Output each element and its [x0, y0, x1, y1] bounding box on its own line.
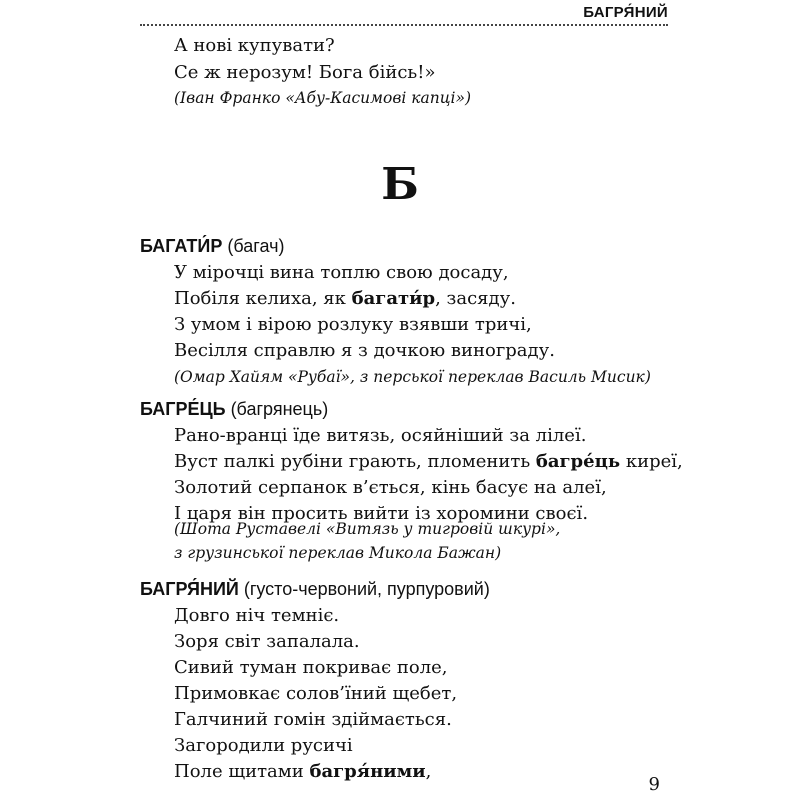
entry-heading: [140, 397, 328, 421]
line-text: ,: [425, 761, 432, 782]
line-text: Поле щитами: [174, 761, 310, 782]
entry-gloss: (густо-червоний, пурпуровий): [238, 579, 490, 599]
line-text: Сивий туман покриває поле,: [174, 657, 448, 678]
example-citation: (Омар Хайям «Рубаї», з перської переклав Василь Мисик): [174, 368, 651, 386]
example-line: [174, 656, 448, 680]
example-line: [174, 313, 532, 337]
line-text: Зоря світ запалала.: [174, 631, 360, 652]
example-line: [174, 604, 339, 628]
example-line: [174, 760, 431, 784]
example-line: [174, 682, 457, 706]
entry-gloss: (багач): [222, 236, 285, 256]
example-line: [174, 450, 683, 474]
example-line: [174, 424, 586, 448]
entry-headword: БАГРЕ́ЦЬ: [140, 399, 226, 419]
line-text: З умом і вірою розлуку взявши тричі,: [174, 314, 532, 335]
quote-citation: (Іван Франко «Абу-Касимові капці»): [174, 89, 472, 107]
page-number: 9: [648, 774, 660, 795]
entry-heading: [140, 577, 490, 601]
line-text: Весілля справлю я з дочкою винограду.: [174, 340, 555, 361]
line-text: У мірочці вина топлю свою досаду,: [174, 262, 509, 283]
quote-line: Се ж нерозум! Бога бійсь!»: [174, 62, 436, 83]
line-text: , засяду.: [435, 288, 516, 309]
example-line: [174, 339, 555, 363]
line-text: Галчиний гомін здіймається.: [174, 709, 452, 730]
example-line: [174, 261, 509, 285]
example-line: [174, 630, 360, 654]
line-text: Вуст палкі рубіни грають, пломенить: [174, 451, 536, 472]
highlighted-word: багря́ними: [309, 761, 426, 782]
quote-line: А нові купувати?: [174, 35, 335, 56]
section-letter: Б: [381, 159, 419, 210]
line-text: Золотий серпанок в’ється, кінь басує на алеї,: [174, 477, 607, 498]
example-line: [174, 734, 353, 758]
entry-heading: [140, 234, 284, 258]
example-line: [174, 287, 516, 311]
highlighted-word: багре́ць: [535, 451, 621, 472]
highlighted-word: багати́р: [351, 288, 436, 309]
line-text: І царя він просить вийти із хоромини своєї.: [174, 503, 589, 524]
example-line: [174, 708, 452, 732]
entry-headword: БАГРЯ́НИЙ: [140, 579, 239, 599]
entry-gloss: (багрянець): [225, 399, 329, 419]
line-text: Довго ніч темніє.: [174, 605, 340, 626]
example-citation: з грузинської переклав Микола Бажан): [174, 544, 502, 562]
example-citation: (Шота Руставелі «Витязь у тигровій шкурі»,: [174, 520, 561, 538]
line-text: киреї,: [620, 451, 683, 472]
line-text: Примовкає солов’їний щебет,: [174, 683, 458, 704]
line-text: Загородили русичі: [174, 735, 353, 756]
line-text: Рано-вранці їде витязь, осяйніший за лілеї.: [174, 425, 587, 446]
running-head: [140, 4, 668, 26]
line-text: Побіля келиха, як: [174, 288, 352, 309]
example-line: [174, 476, 607, 500]
entry-headword: БАГАТИ́Р: [140, 236, 223, 256]
running-head-text: БАГРЯ́НИЙ: [583, 4, 668, 21]
